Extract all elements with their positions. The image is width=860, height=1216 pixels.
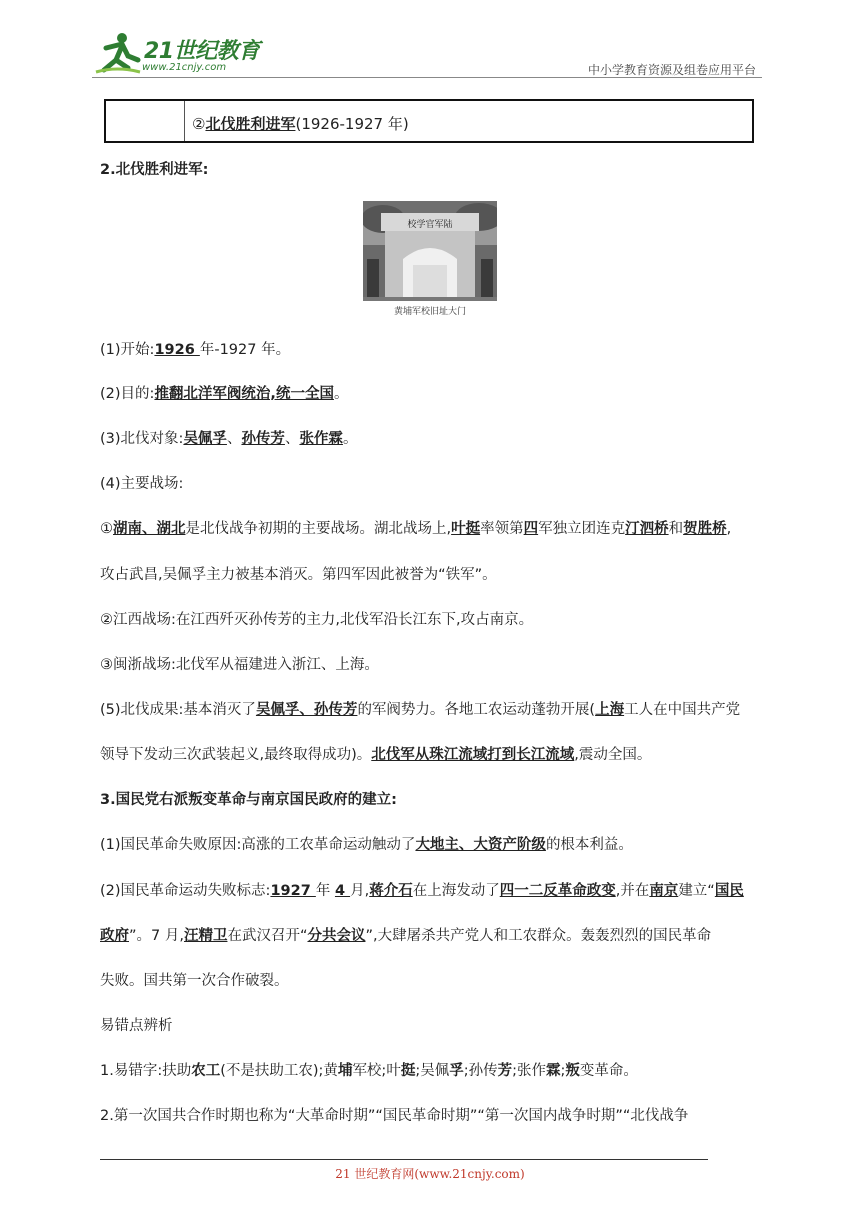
- paragraph-results-cont: 领导下发动三次武装起义,最终取得成功)。北伐军从珠江流域打到长江流域,震动全国。: [100, 747, 652, 763]
- header-divider: [92, 77, 762, 78]
- paragraph-hubei: ①湖南、湖北是北伐战争初期的主要战场。湖北战场上,叶挺率领第四军独立团连克汀泗桥和贺胜桥,: [100, 521, 732, 537]
- gate-sign: 校学官军陆: [407, 220, 453, 230]
- logo-url: www.21cnjy.com: [142, 62, 227, 73]
- paragraph-battlefields: (4)主要战场:: [100, 476, 184, 492]
- errors-heading: 易错点辨析: [100, 1018, 173, 1034]
- logo: [92, 30, 262, 76]
- paragraph-goal: (2)目的:推翻北洋军阀统治,统一全国。: [100, 386, 349, 402]
- table-empty-cell: [106, 101, 185, 141]
- section-heading: 3.国民党右派叛变革命与南京国民政府的建立:: [100, 792, 397, 808]
- section-heading: 2.北伐胜利进军:: [100, 162, 209, 178]
- paragraph-start: (1)开始:1926 年-1927 年。: [100, 342, 291, 358]
- whampoa-gate-photo: [363, 201, 497, 301]
- paragraph-results: (5)北伐成果:基本消灭了吴佩孚、孙传芳的军阀势力。各地工农运动蓬勃开展(上海工人在中国共产党: [100, 702, 741, 718]
- runner-logo-icon: [92, 30, 142, 76]
- paragraph-failure-end: 失败。国共第一次合作破裂。: [100, 973, 289, 989]
- paragraph-failure-cont: 政府”。7 月,汪精卫在武汉召开“分共会议”,大肆屠杀共产党人和工农群众。轰轰烈烈的国民革命: [100, 928, 712, 944]
- paragraph-typos: 1.易错字:扶助农工(不是扶助工农);黄埔军校;叶挺;吴佩孚;孙传芳;张作霖;叛变革命。: [100, 1063, 638, 1079]
- logo-text: 21世纪教育: [144, 39, 260, 64]
- photo-caption: 黄埔军校旧址大门: [393, 307, 466, 317]
- table-cell: ②北伐胜利进军(1926-1927 年): [192, 115, 409, 133]
- footer-divider: [100, 1159, 708, 1160]
- paragraph-period-names: 2.第一次国共合作时期也称为“大革命时期”“国民革命时期”“第一次国内战争时期”“北伐战争: [100, 1108, 689, 1124]
- page-footer: 21 世纪教育网(www.21cnjy.com): [335, 1167, 525, 1181]
- platform-title: 中小学教育资源及组卷应用平台: [587, 63, 756, 77]
- paragraph-hubei-cont: 攻占武昌,吴佩孚主力被基本消灭。第四军因此被誉为“铁军”。: [100, 567, 497, 583]
- paragraph-targets: (3)北伐对象:吴佩孚、孙传芳、张作霖。: [100, 431, 358, 447]
- paragraph-failure-cause: (1)国民革命失败原因:高涨的工农革命运动触动了大地主、大资产阶级的根本利益。: [100, 837, 633, 853]
- paragraph-jiangxi: ②江西战场:在江西歼灭孙传芳的主力,北伐军沿长江东下,攻占南京。: [100, 612, 534, 628]
- page-header: [92, 30, 762, 78]
- paragraph-minzhe: ③闽浙战场:北伐军从福建进入浙江、上海。: [100, 657, 379, 673]
- outline-table: [104, 99, 754, 143]
- paragraph-failure-sign: (2)国民革命运动失败标志:1927 年 4 月,蒋介石在上海发动了四一二反革命政变,并在南京建立“国民: [100, 883, 744, 899]
